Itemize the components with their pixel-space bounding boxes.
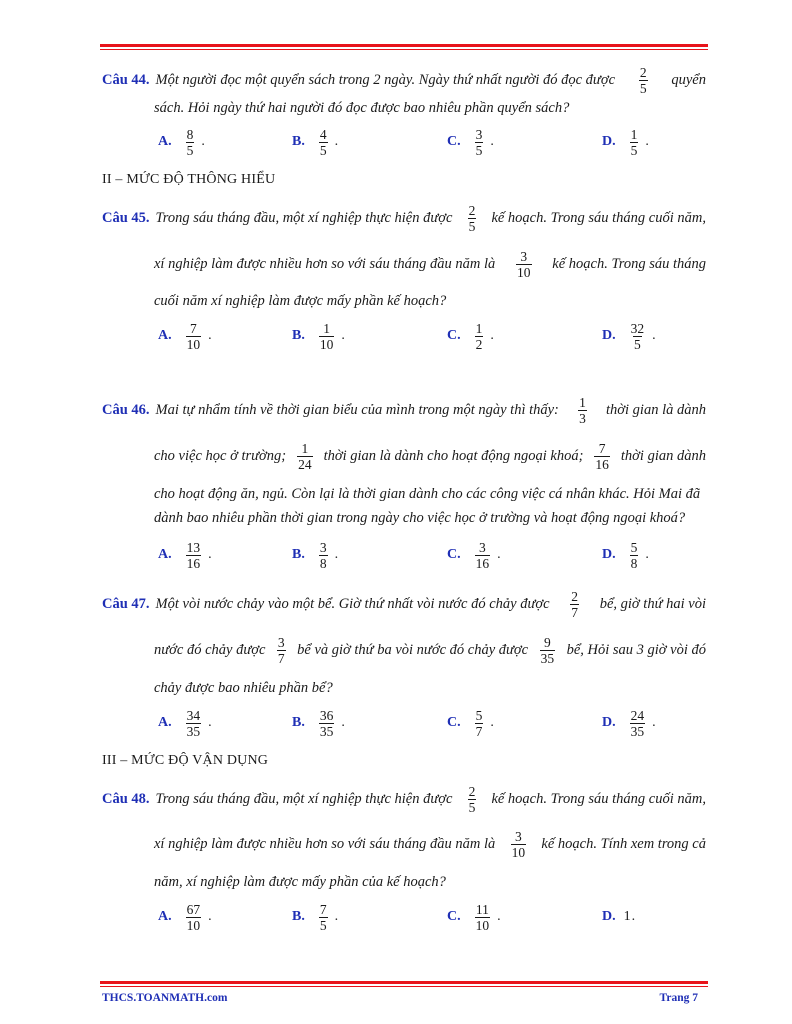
answer-a[interactable]: A. $\frac{8}{5}$ .: [158, 126, 205, 158]
section-heading-2: II – MỨC ĐỘ THÔNG HIỂU: [102, 172, 276, 187]
q47-line-3: chảy được bao nhiêu phần bể?: [154, 680, 333, 696]
footer-rule: [100, 981, 708, 984]
q46-line-4: dành bao nhiêu phần thời gian trong ngày cho việc học ở trường và hoạt động ngoại khoá?: [154, 510, 686, 526]
q47-line-1: Câu 47. Một vòi nước chảy vào một bể. Giờ thứ nhất vòi nước đó chảy được $\frac{2}{7}$ bể, giờ thứ hai vòi: [102, 588, 706, 620]
footer-site[interactable]: THCS.TOANMATH.com: [102, 992, 228, 1004]
answer-a[interactable]: A. $\frac{34}{35}$ .: [158, 707, 212, 739]
fraction: $\frac{2}{5}$: [468, 783, 476, 815]
answer-d[interactable]: D. $\frac{5}{8}$ .: [602, 539, 649, 571]
answer-d[interactable]: D. $\frac{1}{5}$ .: [602, 126, 649, 158]
q45-line-3: cuối năm xí nghiệp làm được mấy phần kế hoạch?: [154, 293, 447, 309]
answer-b[interactable]: B. $\frac{3}{8}$ .: [292, 539, 339, 571]
question-label: Câu 46.: [102, 402, 150, 418]
q46-line-1: Câu 46. Mai tự nhẩm tính về thời gian biểu của mình trong một ngày thì thấy: $\frac{1}{3}$ thời gian là dành: [102, 394, 706, 426]
answer-b[interactable]: B. $\frac{7}{5}$ .: [292, 901, 339, 933]
answer-a[interactable]: A. $\frac{13}{16}$ .: [158, 539, 212, 571]
answer-b[interactable]: B. $\frac{36}{35}$ .: [292, 707, 345, 739]
answer-c[interactable]: C. $\frac{11}{10}$ .: [447, 901, 501, 933]
q48-line-1: Câu 48. Trong sáu tháng đầu, một xí nghiệp thực hiện được $\frac{2}{5}$ kế hoạch. Trong sáu tháng cuối năm,: [102, 783, 706, 815]
section-heading-3: III – MỨC ĐỘ VẬN DỤNG: [102, 753, 269, 768]
answer-d[interactable]: D. 1 .: [602, 909, 636, 924]
q45-answers: [158, 316, 706, 356]
footer-rule-thin: [100, 986, 708, 987]
q46-answers: [158, 535, 706, 575]
q46-line-3: cho hoạt động ăn, ngủ. Còn lại là thời gian dành cho các công việc cá nhân khác. Hỏi Mai đã: [154, 486, 701, 502]
q46-line-2: cho việc học ở trường; $\frac{1}{24}$ thời gian là dành cho hoạt động ngoại khoá; $\frac{7}{16}$ thời gian dành: [154, 440, 706, 472]
fraction: $\frac{3}{10}$: [517, 248, 531, 280]
answer-c[interactable]: C. $\frac{5}{7}$ .: [447, 707, 494, 739]
fraction: $\frac{2}{7}$: [571, 588, 578, 620]
q45-line-1: Câu 45. Trong sáu tháng đầu, một xí nghiệp thực hiện được $\frac{2}{5}$ kế hoạch. Trong sáu tháng cuối năm,: [102, 202, 706, 234]
answer-c[interactable]: C. $\frac{3}{16}$ .: [447, 539, 501, 571]
q48-line-3: năm, xí nghiệp làm được mấy phần của kế hoạch?: [154, 874, 446, 890]
q44-line-1: Câu 44. Một người đọc một quyển sách trong 2 ngày. Ngày thứ nhất người đó đọc được $\frac{2}{5}$ quyển: [102, 64, 706, 96]
q47-line-2: nước đó chảy được $\frac{3}{7}$ bể và giờ thứ ba vòi nước đó chảy được $\frac{9}{35}$ bể, Hỏi sau 3 giờ vòi đó: [154, 634, 706, 666]
fraction: $\frac{1}{3}$: [579, 394, 586, 426]
q45-line-2: xí nghiệp làm được nhiều hơn so với sáu tháng đầu năm là $\frac{3}{10}$ kế hoạch. Trong sáu tháng: [154, 248, 706, 280]
fraction: $\frac{1}{24}$: [298, 440, 312, 472]
answer-a[interactable]: A. $\frac{7}{10}$ .: [158, 320, 212, 352]
answer-b[interactable]: B. $\frac{1}{10}$ .: [292, 320, 345, 352]
question-label: Câu 48.: [102, 791, 150, 807]
q48-answers: [158, 897, 706, 937]
fraction: $\frac{2}{5}$: [639, 64, 647, 96]
q44-answers: [158, 122, 706, 162]
header-rule-thin: [100, 49, 708, 50]
answer-d[interactable]: D. $\frac{24}{35}$ .: [602, 707, 656, 739]
q47-answers: [158, 703, 706, 743]
answer-b[interactable]: B. $\frac{4}{5}$ .: [292, 126, 339, 158]
footer-page-number: Trang 7: [659, 992, 698, 1004]
question-label: Câu 44.: [102, 72, 150, 88]
fraction: $\frac{7}{16}$: [595, 440, 609, 472]
q44-line-2: sách. Hỏi ngày thứ hai người đó đọc được bao nhiêu phần quyển sách?: [154, 100, 570, 116]
header-rule: [100, 44, 708, 47]
question-label: Câu 47.: [102, 596, 150, 612]
answer-c[interactable]: C. $\frac{3}{5}$ .: [447, 126, 494, 158]
fraction: $\frac{9}{35}$: [540, 634, 555, 666]
fraction: $\frac{2}{5}$: [468, 202, 476, 234]
answer-c[interactable]: C. $\frac{1}{2}$ .: [447, 320, 494, 352]
answer-d[interactable]: D. $\frac{32}{5}$ .: [602, 320, 656, 352]
answer-a[interactable]: A. $\frac{67}{10}$ .: [158, 901, 212, 933]
fraction: $\frac{3}{7}$: [277, 634, 285, 666]
q48-line-2: xí nghiệp làm được nhiều hơn so với sáu tháng đầu năm là $\frac{3}{10}$ kế hoạch. Tính xem trong cả: [154, 828, 706, 860]
question-label: Câu 45.: [102, 210, 150, 226]
fraction: $\frac{3}{10}$: [511, 828, 526, 860]
